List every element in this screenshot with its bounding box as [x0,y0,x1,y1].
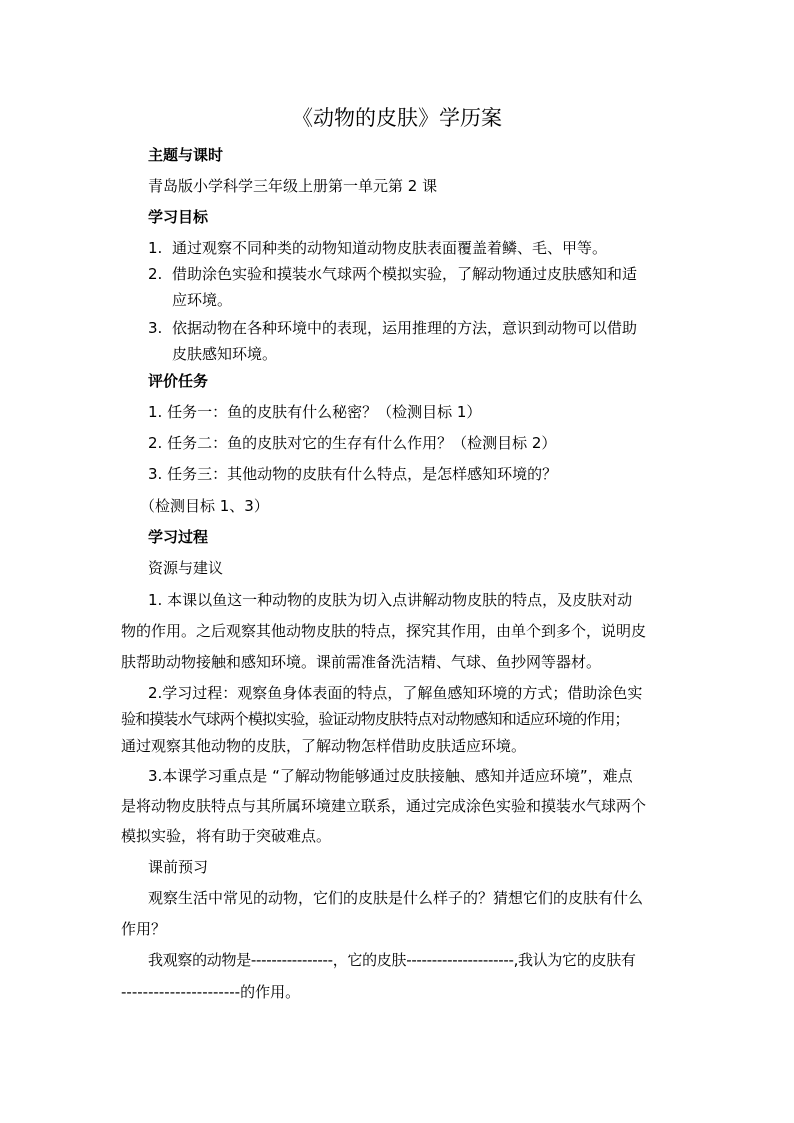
process-paragraph-line: 物的作用。之后观察其他动物皮肤的特点，探究其作用，由单个到多个，说明皮 [121,622,647,640]
task-item: 2. 任务二：鱼的皮肤对它的生存有什么作用？（检测目标 2） [148,434,557,452]
goals-heading: 学习目标 [148,208,209,226]
task-item: 1. 任务一：鱼的皮肤有什么秘密？（检测目标 1） [148,403,482,421]
process-paragraph-line: 通过观察其他动物的皮肤，了解动物怎样借助皮肤适应环境。 [121,737,527,755]
tasks-heading: 评价任务 [148,372,209,390]
task-continuation: （检测目标 1、3） [140,497,269,515]
preview-fill-in-line: 我观察的动物是----------------，它的皮肤---------------------,我认为它的皮肤有 [148,951,636,969]
theme-text: 青岛版小学科学三年级上册第一单元第 2 课 [148,177,438,195]
task-item: 3. 任务三：其他动物的皮肤有什么特点，是怎样感知环境的？ [148,465,558,483]
goal-text-continued: 皮肤感知环境。 [172,345,278,363]
theme-heading: 主题与课时 [148,146,224,164]
preview-fill-in-line: ----------------------的作用。 [121,983,301,1001]
preview-paragraph-line: 作用？ [121,920,167,938]
document-title: 《动物的皮肤》学历案 [292,106,502,130]
process-subheading: 资源与建议 [148,559,224,577]
goal-number: 2. [148,265,163,283]
goal-number: 1. [148,239,163,257]
process-paragraph-line: 模拟实验，将有助于突破难点。 [121,827,332,845]
goal-number: 3. [148,319,163,337]
goal-text: 借助涂色实验和摸装水气球两个模拟实验，了解动物通过皮肤感知和适 [172,265,638,283]
goal-item [148,238,607,258]
goal-text: 通过观察不同种类的动物知道动物皮肤表面覆盖着鳞、毛、甲等。 [172,239,608,257]
goal-text: 依据动物在各种环境中的表现，运用推理的方法，意识到动物可以借助 [172,319,638,337]
preview-paragraph-line: 观察生活中常见的动物，它们的皮肤是什么样子的？猜想它们的皮肤有什么 [148,889,644,907]
process-paragraph-line: 1. 本课以鱼这一种动物的皮肤为切入点讲解动物皮肤的特点，及皮肤对动 [148,591,633,609]
goal-item [148,318,637,338]
goal-text-continued: 应环境。 [172,291,233,309]
process-paragraph-line: 3.本课学习重点是 “了解动物能够通过皮肤接触、感知并适应环境”，难点 [148,767,633,785]
process-paragraph-line: 2.学习过程：观察鱼身体表面的特点，了解鱼感知环境的方式；借助涂色实 [148,684,643,702]
preview-heading: 课前预习 [148,858,209,876]
process-paragraph-line: 是将动物皮肤特点与其所属环境建立联系，通过完成涂色实验和摸装水气球两个 [121,797,647,815]
process-paragraph-line: 验和摸装水气球两个模拟实验，验证动物皮肤特点对动物感知和适应环境的作用； [121,710,629,728]
process-paragraph-line: 肤帮助动物接触和感知环境。课前需准备洗洁精、气球、鱼抄网等器材。 [121,653,602,671]
goal-item [148,264,637,284]
process-heading: 学习过程 [148,528,209,546]
